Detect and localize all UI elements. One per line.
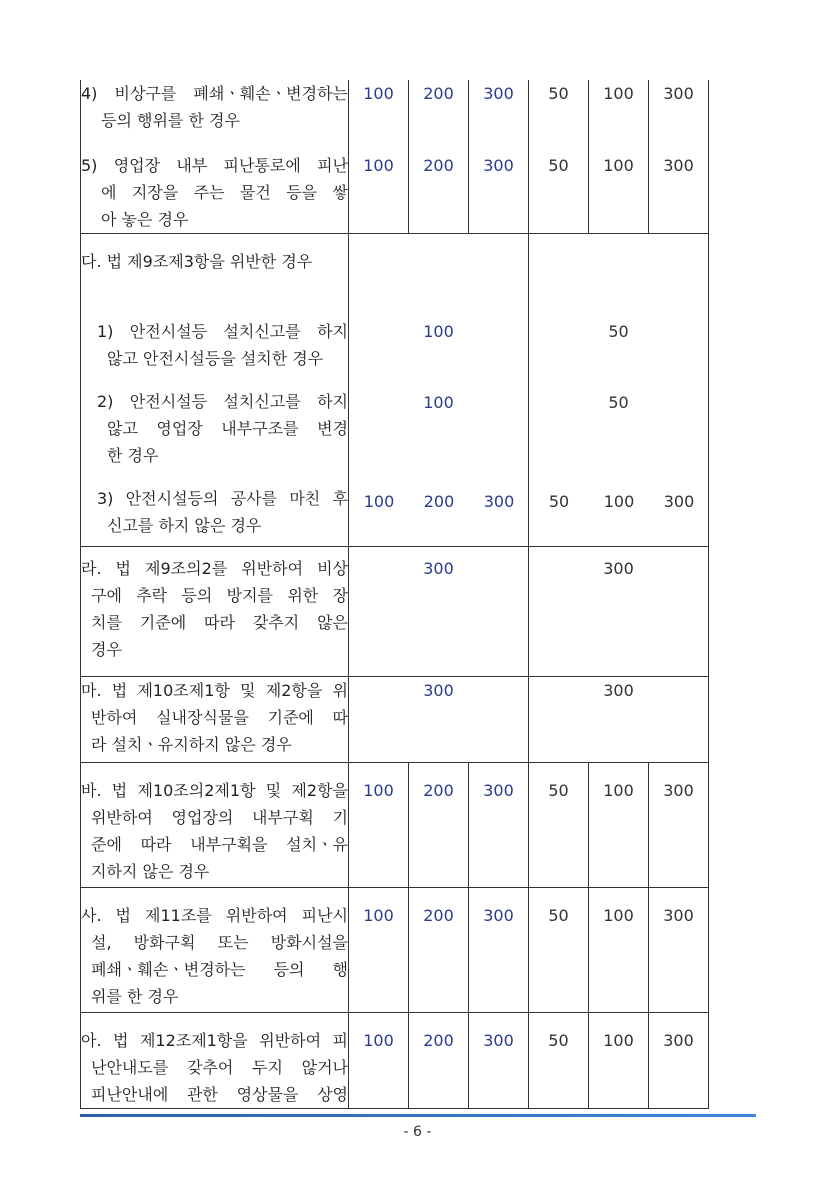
description-line: 신고를 하지 않은 경우 [107,516,262,535]
value-cell: 100 [589,888,649,1013]
value-cell: 300 [649,763,709,888]
table-row [81,763,709,888]
value-cell: 100 [349,888,409,1013]
description-line: 3) 안전시설등의 공사를 마친 후 [97,489,348,508]
value-cell: 50 [529,888,589,1013]
value-cell: 300 [649,1013,709,1109]
penalty-table [80,80,709,1109]
description-cell [81,234,349,547]
description-line: 아 놓은 경우 [101,210,189,229]
description-cell: 바. 법 제10조의2제1항 및 제2항을 위반하여 영업장의 내부구획 기 준에 따라 내부구획을 설치ㆍ유 지하지 않은 경우 [81,763,349,888]
description-line: 2) 안전시설등 설치신고를 하지 [97,392,348,411]
description-cell [81,80,349,234]
description-cell: 라. 법 제9조의2를 위반하여 비상 구에 추락 등의 방지를 위한 장 치를 기준에 따라 갖추지 않은 경우 [81,547,349,677]
value-cell: 100 100 [589,80,649,234]
description-line: 5) 영업장 내부 피난통로에 피난 [81,156,348,175]
merged-value-cell: 300 [529,547,709,677]
description-line: 않고 영업장 내부구조를 변경 [107,419,348,438]
description-line: 1) 안전시설등 설치신고를 하지 [97,322,348,341]
description-cell: 아. 법 제12조제1항을 위반하여 피 난안내도를 갖추어 두지 않거나 피난안내에 관한 영상물을 상영 [81,1013,349,1109]
merged-value-cell: 50 50 50 100 300 [529,234,709,547]
description-line: 않고 안전시설등을 설치한 경우 [107,349,324,368]
footer-divider [80,1114,756,1117]
table-row [81,677,709,763]
description-line: 등의 행위를 한 경우 [101,111,240,130]
value-cell: 300 300 [469,80,529,234]
value-cell: 300 300 [649,80,709,234]
value-cell: 100 100 [349,80,409,234]
value-cell: 300 [469,763,529,888]
value-cell: 200 [409,763,469,888]
table-row [81,888,709,1013]
description-line: 4) 비상구를 폐쇄ㆍ훼손ㆍ변경하는 [81,84,348,103]
description-cell: 사. 법 제11조를 위반하여 피난시 설, 방화구획 또는 방화시설을 폐쇄ㆍ훼손ㆍ변경하는 등의 행 위를 한 경우 [81,888,349,1013]
description-cell: 마. 법 제10조제1항 및 제2항을 위 반하여 실내장식물을 기준에 따 라 설치ㆍ유지하지 않은 경우 [81,677,349,763]
value-cell: 300 [469,1013,529,1109]
value-cell: 300 [469,888,529,1013]
table-row [81,547,709,677]
value-cell: 100 [349,1013,409,1109]
value-cell: 300 [649,888,709,1013]
value-cell: 50 [529,1013,589,1109]
merged-value-cell: 300 [349,677,529,763]
value-cell: 100 [589,763,649,888]
table-row [81,1013,709,1109]
page-number: - 6 - [403,1124,432,1140]
merged-value-cell: 300 [529,677,709,763]
description-line: 한 경우 [107,446,159,465]
value-cell: 100 [349,763,409,888]
value-cell: 200 200 [409,80,469,234]
description-line: 에 지장을 주는 물건 등을 쌓 [101,183,348,202]
value-cell: 50 [529,763,589,888]
merged-value-cell: 100 100 100 200 300 [349,234,529,547]
value-cell: 50 50 [529,80,589,234]
value-cell: 100 [589,1013,649,1109]
value-cell: 200 [409,1013,469,1109]
merged-value-cell: 300 [349,547,529,677]
table-row [81,234,709,547]
value-cell: 200 [409,888,469,1013]
description-line: 다. 법 제9조제3항을 위반한 경우 [81,252,313,271]
table-row [81,80,709,234]
